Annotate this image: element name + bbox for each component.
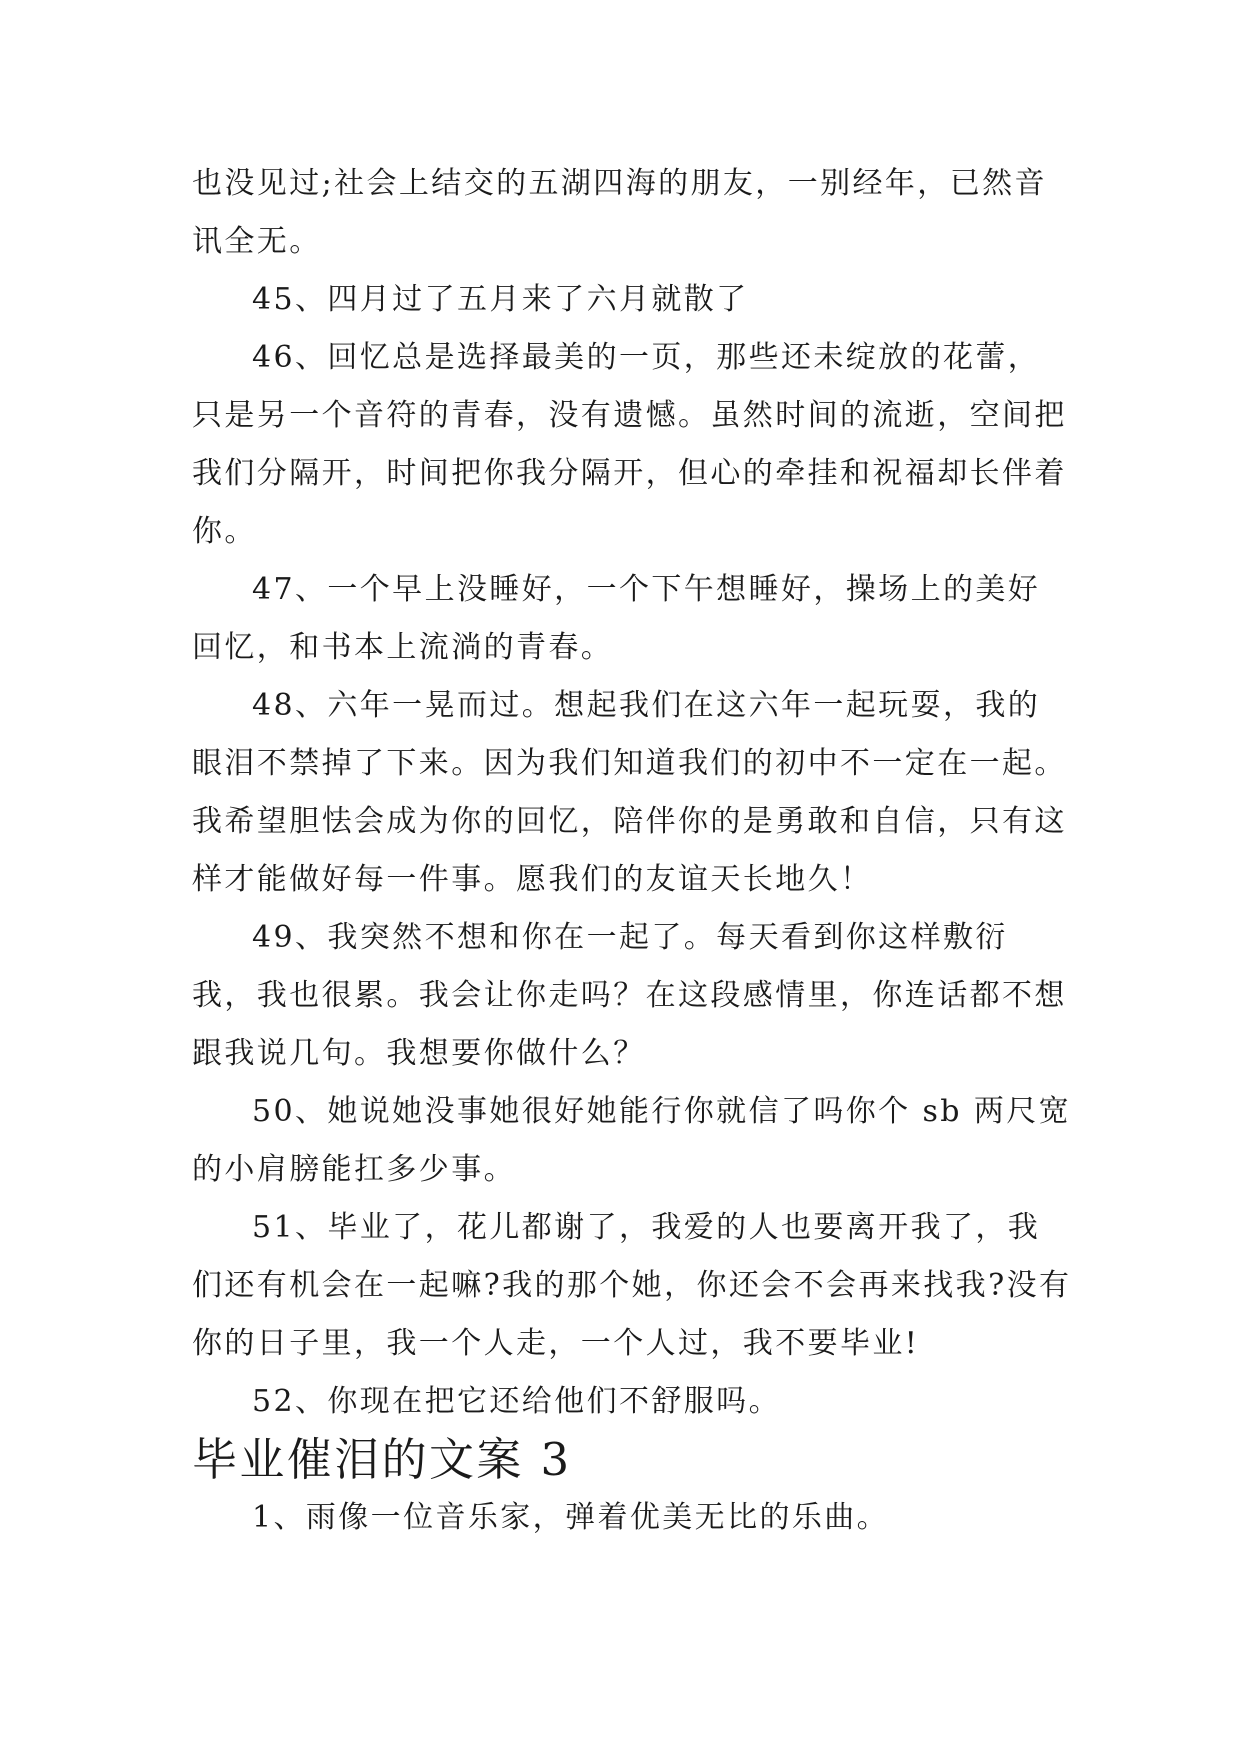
paragraph-item-50: 50、她说她没事她很好她能行你就信了吗你个 sb 两尺宽的小肩膀能扛多少事。	[192, 1094, 1072, 1187]
paragraph-item-47: 47、一个早上没睡好，一个下午想睡好，操场上的美好回忆，和书本上流淌的青春。	[192, 572, 1041, 665]
paragraph-item-49: 49、我突然不想和你在一起了。每天看到你这样敷衍我，我也很累。我会让你走吗？在这段感情里，你连话都不想跟我说几句。我想要你做什么？	[192, 920, 1067, 1071]
paragraph-item-51: 51、毕业了，花儿都谢了，我爱的人也要离开我了，我们还有机会在一起嘛?我的那个她，你还会不会再来找我?没有你的日子里，我一个人走，一个人过，我不要毕业!	[192, 1210, 1072, 1361]
section-heading: 毕业催泪的文案 3	[192, 1433, 572, 1486]
section-paragraph-item-1: 1、雨像一位音乐家，弹着优美无比的乐曲。	[252, 1500, 890, 1535]
document-body	[192, 155, 1072, 1547]
paragraph-item-48: 48、六年一晃而过。想起我们在这六年一起玩耍，我的眼泪不禁掉了下来。因为我们知道我们的初中不一定在一起。我希望胆怯会成为你的回忆，陪伴你的是勇敢和自信，只有这样才能做好每一件事。愿我们的友谊天长地久！	[192, 688, 1067, 897]
paragraph-continued: 也没见过;社会上结交的五湖四海的朋友，一别经年，已然音讯全无。	[192, 166, 1047, 259]
paragraph-item-45: 45、四月过了五月来了六月就散了	[252, 282, 749, 317]
paragraph-item-52: 52、你现在把它还给他们不舒服吗。	[252, 1384, 781, 1419]
paragraph-item-46: 46、回忆总是选择最美的一页，那些还未绽放的花蕾，只是另一个音符的青春，没有遗憾。虽然时间的流逝，空间把我们分隔开，时间把你我分隔开，但心的牵挂和祝福却长伴着你。	[192, 340, 1067, 549]
